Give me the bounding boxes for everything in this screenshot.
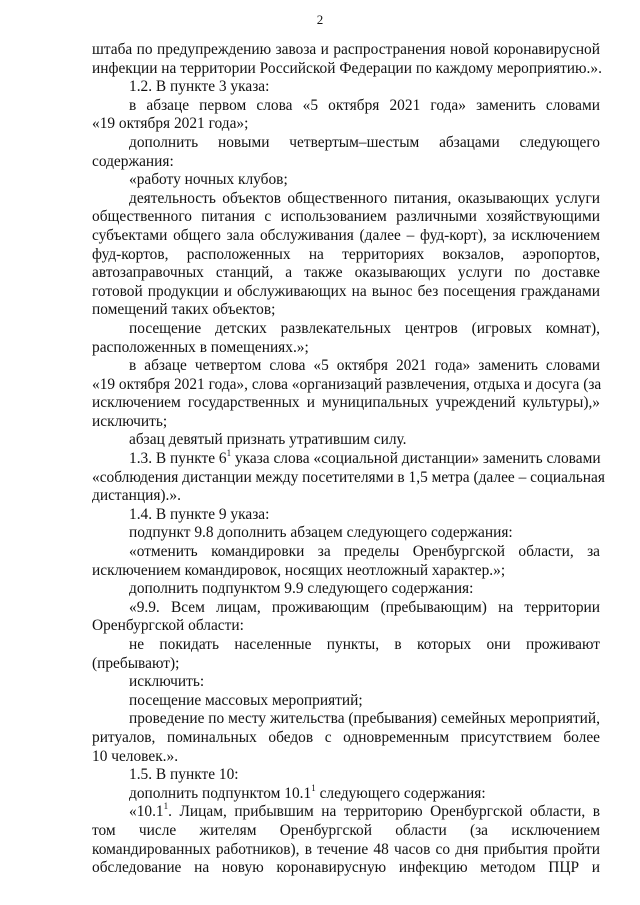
text-line <box>92 782 600 804</box>
line-text: «19 октября 2021 года», слова «организаций развлечения, отдыха и досуга (за <box>92 375 602 393</box>
text-line <box>92 729 600 748</box>
text-line <box>92 376 600 395</box>
text-line <box>92 153 600 172</box>
line-text: «работу ночных клубов; <box>129 171 288 189</box>
line-text: готовой продукции и обслуживающих на вынос без посещения гражданами <box>92 282 600 300</box>
text-line <box>92 283 600 302</box>
line-text-continuation: . Лицам, прибывшим на территорию Оренбургской области, в <box>168 803 600 821</box>
text-line <box>92 190 600 209</box>
line-text: расположенных в помещениях.»; <box>92 338 309 356</box>
line-text: 1.3. В пункте 6 <box>129 450 227 468</box>
line-text-continuation: следующего содержания: <box>315 784 486 802</box>
text-line <box>92 748 600 767</box>
text-line <box>92 822 600 841</box>
line-text: в абзаце первом слова «5 октября 2021 года» заменить словами <box>129 96 600 114</box>
text-line <box>92 208 600 227</box>
line-text: проведение по месту жительства (пребывания) семейных мероприятий, <box>129 710 600 728</box>
text-line <box>92 655 600 674</box>
text-line <box>92 710 600 729</box>
document-body <box>92 41 605 878</box>
text-line <box>92 766 600 785</box>
text-line <box>92 339 600 358</box>
text-line <box>92 227 600 246</box>
line-text: автозаправочных станций, а также оказывающих услуги по доставке <box>92 264 600 282</box>
text-line <box>92 599 600 618</box>
text-line <box>92 543 600 562</box>
superscript: 1 <box>226 447 232 458</box>
line-text: 1.4. В пункте 9 указа: <box>129 505 270 523</box>
line-text: том числе жителям Оренбургской области (за исключением <box>92 821 600 839</box>
text-line <box>92 413 600 432</box>
line-text: исключением командировок, носящих неотложный характер.»; <box>92 561 506 579</box>
text-line <box>92 524 600 543</box>
text-line <box>92 246 600 265</box>
text-line <box>92 431 600 450</box>
text-line <box>92 264 600 283</box>
line-text: исключить; <box>92 412 168 430</box>
line-text: подпункт 9.8 дополнить абзацем следующего содержания: <box>129 524 513 542</box>
text-line <box>92 115 600 134</box>
text-line <box>92 692 600 711</box>
text-line <box>92 447 601 469</box>
line-text: субъектами общего зала обслуживания (далее – фуд-корт), за исключением <box>92 226 600 244</box>
text-line <box>92 803 600 822</box>
text-line <box>92 487 600 506</box>
text-line <box>92 562 600 581</box>
text-line <box>92 506 600 525</box>
line-text: содержания: <box>92 152 174 170</box>
line-text: в абзаце четвертом слова «5 октября 2021 года» заменить словами <box>129 357 600 375</box>
text-line <box>92 171 600 190</box>
line-text: «отменить командировки за пределы Оренбургской области, за <box>129 543 600 561</box>
line-text: «10.1 <box>129 803 164 821</box>
text-line <box>92 468 605 488</box>
line-text: 1.5. В пункте 10: <box>129 766 239 784</box>
line-text: абзац девятый признать утратившим силу. <box>129 431 407 449</box>
text-line <box>92 357 600 376</box>
line-text: дополнить подпунктом 10.1 <box>129 784 312 802</box>
text-line <box>92 841 600 860</box>
text-line <box>92 301 600 320</box>
line-text: помещений таких объектов; <box>92 301 276 319</box>
text-line <box>92 673 600 692</box>
line-text: Оренбургской области: <box>92 617 244 635</box>
text-line <box>92 134 600 153</box>
text-line <box>92 580 600 599</box>
line-text: посещение массовых мероприятий; <box>129 691 363 709</box>
line-text: посещение детских развлекательных центров (игровых комнат), <box>129 319 600 337</box>
text-line <box>92 859 600 878</box>
line-text: «9.9. Всем лицам, проживающим (пребывающим) на территории <box>129 598 600 616</box>
line-text: дополнить подпунктом 9.9 следующего содержания: <box>129 580 474 598</box>
line-text: ритуалов, поминальных обедов с одновременным присутствием более <box>92 728 600 746</box>
line-text: дополнить новыми четвертым–шестым абзацами следующего <box>129 133 600 151</box>
text-line <box>92 41 600 60</box>
line-text: (пребывают); <box>92 654 180 672</box>
line-text: 1.2. В пункте 3 указа: <box>129 78 270 96</box>
line-text: исключением государственных и муниципальных учреждений культуры),» <box>92 394 600 412</box>
superscript: 1 <box>163 801 169 812</box>
line-text: штаба по предупреждению завоза и распространения новой коронавирусной <box>92 41 600 58</box>
line-text: дистанция).». <box>92 487 181 505</box>
line-text: обследование на новую коронавирусную инфекцию методом ПЦР и <box>92 859 600 877</box>
text-line <box>92 78 600 97</box>
line-text: фуд-кортов, расположенных на территориях вокзалов, аэропортов, <box>92 245 600 263</box>
line-text: общественного питания с использованием различными хозяйствующими <box>92 208 600 226</box>
page-number: 2 <box>316 12 324 27</box>
line-text: исключить: <box>129 673 205 691</box>
text-line <box>92 60 600 79</box>
line-text: не покидать населенные пункты, в которых они проживают <box>129 636 600 653</box>
line-text: 10 человек.». <box>92 747 179 765</box>
superscript: 1 <box>311 782 316 793</box>
line-text: «соблюдения дистанции между посетителями в 1,5 метра (далее – социальная <box>92 468 605 486</box>
line-text: «19 октября 2021 года»; <box>92 115 249 133</box>
line-text: командированных работников), в течение 48 часов со дня прибытия пройти <box>92 840 600 858</box>
line-text: деятельность объектов общественного питания, оказывающих услуги <box>129 189 600 207</box>
text-line <box>92 636 600 655</box>
line-text-continuation: указа слова «социальной дистанции» заменить словами <box>231 450 601 468</box>
text-line <box>92 617 600 636</box>
text-line <box>92 97 600 116</box>
text-line <box>92 394 600 413</box>
text-line <box>92 320 600 339</box>
line-text: инфекции на территории Российской Федерации по каждому мероприятию.». <box>92 59 602 77</box>
